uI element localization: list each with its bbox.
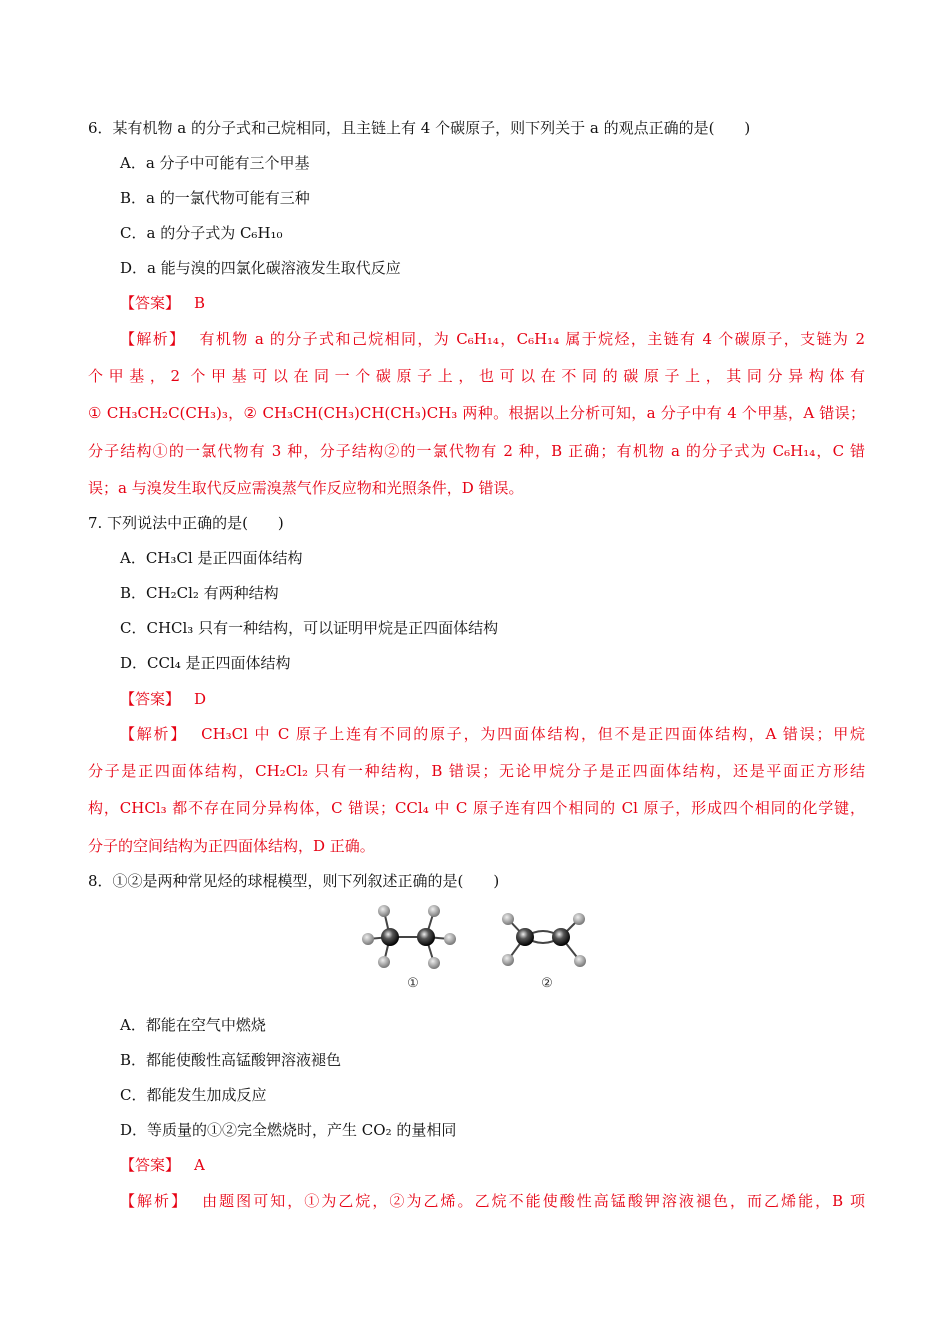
analysis-label: 【解析】	[120, 725, 188, 743]
q7-analysis-line-2: 分子是正四面体结构，CH₂Cl₂ 只有一种结构，B 错误；无论甲烷分子是正四面体结构，还是平面正方形结	[88, 762, 865, 780]
q8-option-a: A．都能在空气中燃烧	[120, 1016, 266, 1034]
q6-option-d: D．a 能与溴的四氯化碳溶液发生取代反应	[120, 259, 401, 277]
question-8-stem: 8．①②是两种常见烃的球棍模型，则下列叙述正确的是( )	[88, 872, 500, 890]
q6-analysis-line-3: ① CH₃CH₂C(CH₃)₃，② CH₃CH(CH₃)CH(CH₃)CH₃ 两种。根据以上分析可知，a 分子中有 4 个甲基，A 错误；	[88, 404, 865, 422]
q8-option-c: C．都能发生加成反应	[120, 1086, 267, 1104]
ethane-model	[362, 905, 456, 969]
answer-label: 【答案】	[120, 690, 181, 708]
analysis-text: 有机物 a 的分子式和己烷相同，为 C₆H₁₄，C₆H₁₄ 属于烷烃，主链有 4 个碳原子，支链为 2	[199, 330, 865, 348]
question-7-stem: 7. 下列说法中正确的是( )	[88, 514, 284, 532]
answer-value: B	[194, 294, 206, 312]
answer-value: D	[194, 690, 207, 708]
q7-answer	[120, 689, 206, 709]
q8-answer	[120, 1155, 205, 1175]
figure-label-1: ①	[407, 976, 419, 991]
q6-analysis-line-4: 分子结构①的一氯代物有 3 种，分子结构②的一氯代物有 2 种，B 正确；有机物 a 的分子式为 C₆H₁₄，C 错	[88, 442, 865, 460]
ball-and-stick-models-figure	[350, 895, 600, 995]
answer-label: 【答案】	[120, 1156, 181, 1174]
q7-option-a: A．CH₃Cl 是正四面体结构	[120, 549, 303, 567]
q6-option-c: C．a 的分子式为 C₆H₁₀	[120, 224, 283, 242]
q6-option-b: B．a 的一氯代物可能有三种	[120, 189, 310, 207]
question-6-stem: 6．某有机物 a 的分子式和己烷相同，且主链上有 4 个碳原子，则下列关于 a 的观点正确的是( )	[88, 119, 751, 137]
analysis-label: 【解析】	[120, 330, 186, 348]
analysis-label: 【解析】	[120, 1192, 189, 1210]
q6-option-a: A．a 分子中可能有三个甲基	[120, 154, 310, 172]
analysis-text: CH₃Cl 中 C 原子上连有不同的原子，为四面体结构，但不是正四面体结构，A 错误；甲烷	[201, 725, 865, 743]
analysis-text: 由题图可知，①为乙烷，②为乙烯。乙烷不能使酸性高锰酸钾溶液褪色，而乙烯能，B 项	[202, 1192, 865, 1210]
q7-option-b: B．CH₂Cl₂ 有两种结构	[120, 584, 279, 602]
figure-label-2: ②	[541, 976, 553, 991]
ethylene-model	[502, 913, 586, 967]
q6-analysis-line-5: 误；a 与溴发生取代反应需溴蒸气作反应物和光照条件，D 错误。	[88, 479, 524, 497]
q7-option-d: D．CCl₄ 是正四面体结构	[120, 654, 291, 672]
q7-analysis-line-3: 构，CHCl₃ 都不存在同分异构体，C 错误；CCl₄ 中 C 原子连有四个相同的 Cl 原子，形成四个相同的化学键，	[88, 799, 865, 817]
q6-analysis-line-2: 个甲基，2 个甲基可以在同一个碳原子上，也可以在不同的碳原子上，其同分异构体有	[88, 367, 865, 385]
q8-option-d: D．等质量的①②完全燃烧时，产生 CO₂ 的量相同	[120, 1121, 457, 1139]
q8-analysis-line-1	[120, 1191, 865, 1211]
q7-analysis-line-1	[120, 724, 865, 744]
q8-option-b: B．都能使酸性高锰酸钾溶液褪色	[120, 1051, 342, 1069]
q6-answer	[120, 293, 205, 313]
answer-label: 【答案】	[120, 294, 181, 312]
q7-option-c: C．CHCl₃ 只有一种结构，可以证明甲烷是正四面体结构	[120, 619, 499, 637]
q7-analysis-line-4: 分子的空间结构为正四面体结构，D 正确。	[88, 837, 375, 855]
q6-analysis-line-1	[120, 329, 865, 349]
answer-value: A	[194, 1156, 205, 1174]
